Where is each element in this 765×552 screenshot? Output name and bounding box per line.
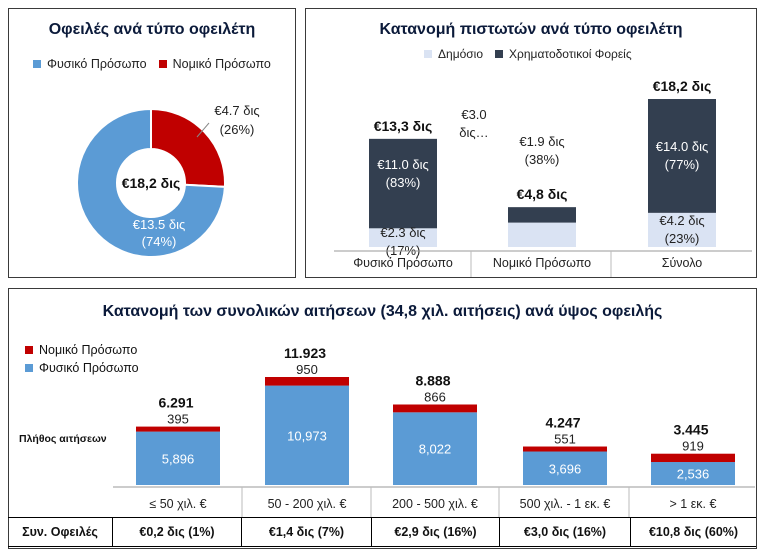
fin-pct-label: (38%)	[524, 152, 560, 167]
category-label: 500 χιλ. - 1 εκ. €	[519, 497, 611, 511]
bar-nomiko	[136, 427, 220, 432]
bar-dimosio	[508, 223, 576, 247]
bar-total-label: 8.888	[415, 372, 451, 389]
panel3-title: Κατανομή των συνολικών αιτήσεων (34,8 χιλ. αιτήσεις) ανά ύψος οφειλής	[102, 303, 663, 320]
total-debts-cell: €2,9 δις (16%)	[371, 518, 499, 546]
bar-total-label: €4,8 δις	[516, 186, 568, 203]
bar-nomiko	[651, 454, 735, 462]
fysiko-value-label: 2,536	[676, 466, 710, 482]
nomiko-value-label: 950	[296, 362, 318, 377]
fysiko-value-label: 3,696	[548, 461, 582, 477]
nomiko-value-label: 551	[554, 431, 576, 447]
category-label: > 1 εκ. €	[669, 497, 717, 511]
donut-label-nomiko-value: €4.7 δις	[214, 103, 260, 118]
legend-label-nomiko-2: Νομικό Πρόσωπο	[39, 343, 138, 357]
bar-fin	[508, 207, 576, 222]
legend-label-fin: Χρηματοδοτικοί Φορείς	[509, 47, 632, 61]
total-debts-row	[8, 517, 756, 547]
legend-label-fysiko-2: Φυσικό Πρόσωπο	[39, 361, 139, 375]
donut-chart	[9, 9, 295, 277]
category-label: 50 - 200 χιλ. €	[267, 497, 347, 511]
dimosio-pct-label: (17%)	[385, 243, 421, 258]
category-label: ≤ 50 χιλ. €	[149, 497, 207, 511]
bar-total-label: 6.291	[158, 394, 194, 411]
fin-value-label: €1.9 δις	[519, 134, 565, 149]
bar-nomiko	[265, 377, 349, 386]
panel1-title: Οφειλές ανά τύπο οφειλέτη	[48, 21, 256, 38]
category-label: 200 - 500 χιλ. €	[392, 497, 478, 511]
total-debts-cell: €1,4 δις (7%)	[241, 518, 371, 546]
legend-label-nomiko: Νομικό Πρόσωπο	[172, 57, 271, 71]
dimosio-pct-label: (23%)	[664, 231, 700, 246]
donut-label-nomiko-pct: (26%)	[219, 122, 255, 137]
dimosio-value-label: €2.3 δις	[380, 225, 426, 240]
fin-value-label: €14.0 δις	[655, 139, 709, 154]
total-debts-header: Συν. Οφειλές	[22, 525, 98, 539]
dimosio-value-label: €4.2 δις	[659, 213, 705, 228]
fin-value-label: €11.0 δις	[377, 157, 429, 172]
nomiko-value-label: 395	[167, 411, 189, 427]
nomiko-value-label: 866	[424, 389, 446, 405]
bar-total-label: €18,2 δις	[652, 78, 712, 94]
panel-creditors-by-debtor-type	[305, 8, 757, 278]
panel-applications-by-debt-size	[8, 288, 757, 549]
fin-pct-label: (77%)	[664, 157, 700, 172]
bar-total-label: 3.445	[673, 421, 709, 438]
bar-nomiko	[523, 447, 607, 452]
nomiko-value-label: 919	[682, 438, 704, 454]
bar-total-label: 11.923	[283, 345, 327, 361]
fysiko-value-label: 8,022	[418, 441, 452, 457]
creditors-bar-chart	[306, 9, 756, 277]
bar-fin	[648, 99, 716, 213]
donut-label-fysiko-pct: (74%)	[141, 234, 177, 249]
legend-label-dimosio: Δημόσιο	[438, 47, 484, 61]
legend-label-fysiko: Φυσικό Πρόσωπο	[47, 57, 147, 71]
panel2-title: Κατανομή πιστωτών ανά τύπο οφειλέτη	[379, 21, 683, 38]
total-debts-cell: €3,0 δις (16%)	[499, 518, 630, 546]
donut-center-label: €18,2 δις	[121, 175, 181, 191]
fin-pct-label: (83%)	[385, 175, 421, 190]
donut-label-fysiko-value: €13.5 δις	[132, 217, 186, 232]
total-debts-cell: €0,2 δις (1%)	[112, 518, 241, 546]
category-label: Σύνολο	[661, 256, 703, 270]
fysiko-value-label: 5,896	[161, 451, 195, 467]
applications-bar-chart	[9, 289, 756, 548]
bar-total-label: 4.247	[545, 414, 581, 431]
total-debts-cell: €10,8 δις (60%)	[630, 518, 756, 546]
row-label-applications: Πλήθος αιτήσεων	[19, 433, 107, 445]
dimosio-value-label: €3.0	[461, 107, 487, 122]
panel-debt-by-debtor-type	[8, 8, 296, 278]
fysiko-value-label: 10,973	[287, 428, 327, 444]
dimosio-value-label-cont: δις…	[459, 125, 489, 140]
category-label: Νομικό Πρόσωπο	[492, 256, 592, 270]
category-label: Φυσικό Πρόσωπο	[353, 256, 453, 270]
bar-nomiko	[393, 404, 477, 412]
bar-total-label: €13,3 δις	[373, 117, 433, 134]
